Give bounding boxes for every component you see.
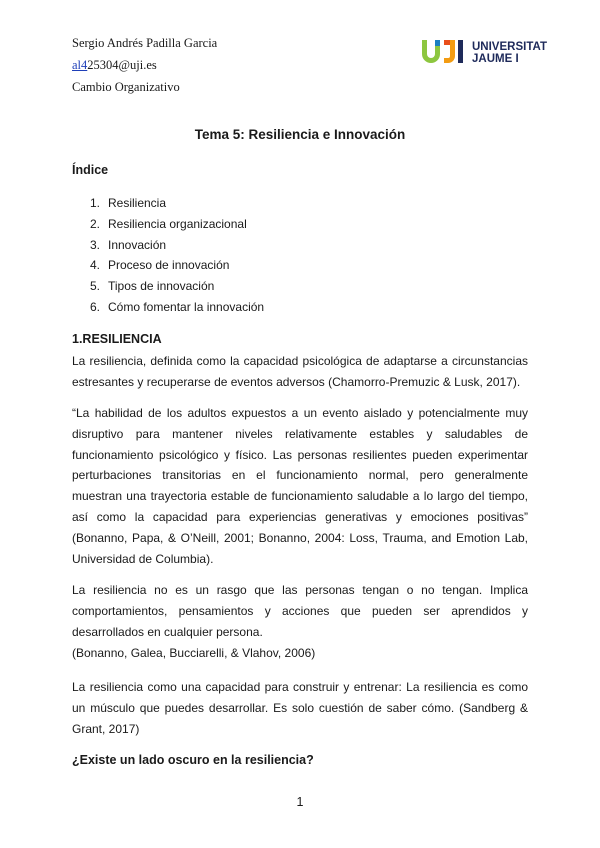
logo-text-line1: UNIVERSITAT: [472, 41, 547, 53]
section-heading: 1.RESILIENCIA: [72, 332, 162, 346]
index-item: 5. Tipos de innovación: [90, 279, 215, 294]
section-question: ¿Existe un lado oscuro en la resiliencia?: [72, 753, 314, 767]
page-number: 1: [296, 795, 304, 809]
paragraph-trait: La resiliencia no es un rasgo que las personas tengan o no tengan. Implica comportamientos, pensamientos y acciones que pueden ser aprendidos y desarrollados en cualquier persona.: [72, 583, 528, 639]
paragraph-muscle: La resiliencia como una capacidad para construir y entrenar: La resiliencia es como un músculo que puedes desarrollar. Es solo cuestión de saber cómo. (Sandberg & Grant, 2017): [72, 680, 528, 736]
logo-j-accent: [444, 40, 450, 45]
course-name: Cambio Organizativo: [72, 80, 180, 94]
email-link[interactable]: al4: [72, 58, 88, 72]
author-email[interactable]: [72, 58, 157, 73]
index-item: 4. Proceso de innovación: [90, 258, 230, 273]
email-rest: 25304@uji.es: [87, 58, 157, 72]
index-list: [90, 196, 264, 321]
logo-u-accent: [435, 40, 440, 46]
uji-logo: [420, 36, 565, 66]
logo-text-line2: JAUME I: [472, 53, 519, 65]
index-item: 3. Innovación: [90, 237, 167, 252]
paragraph-quote: “La habilidad de los adultos expuestos a un evento aislado y potencialmente muy disruptivo para mantener niveles relativamente estables y saludables de funcionamiento psicológico y físico. Las personas resilientes pueden experimentar perturbaciones transitorias en el funcionamiento normal, pero generalmente muestran una trayectoria estable de funcionamiento saludable a lo largo del tiempo, así como la capacidad para experiencias generativas y emociones positivas” (Bonanno, Papa, & O’Neill, 2001; Bonanno, 2004: Loss, Trauma, and Emotion Lab, Universidad de Columbia).: [72, 406, 528, 566]
author-name: Sergio Andrés Padilla Garcia: [72, 36, 218, 50]
index-item: 6. Cómo fomentar la innovación: [90, 299, 265, 314]
index-item: 2. Resiliencia organizacional: [90, 216, 247, 231]
paragraph-citation: (Bonanno, Galea, Bucciarelli, & Vlahov, 2006): [72, 646, 316, 660]
index-item: 1. Resiliencia: [90, 196, 167, 210]
index-heading: Índice: [72, 163, 109, 177]
logo-i-mark: [458, 40, 463, 63]
document-title: Tema 5: Resiliencia e Innovación: [194, 127, 406, 142]
paragraph-definition: La resiliencia, definida como la capacidad psicológica de adaptarse a circunstancias estresantes y recuperarse de eventos adversos (Chamorro-Premuzic & Lusk, 2017).: [72, 354, 528, 389]
